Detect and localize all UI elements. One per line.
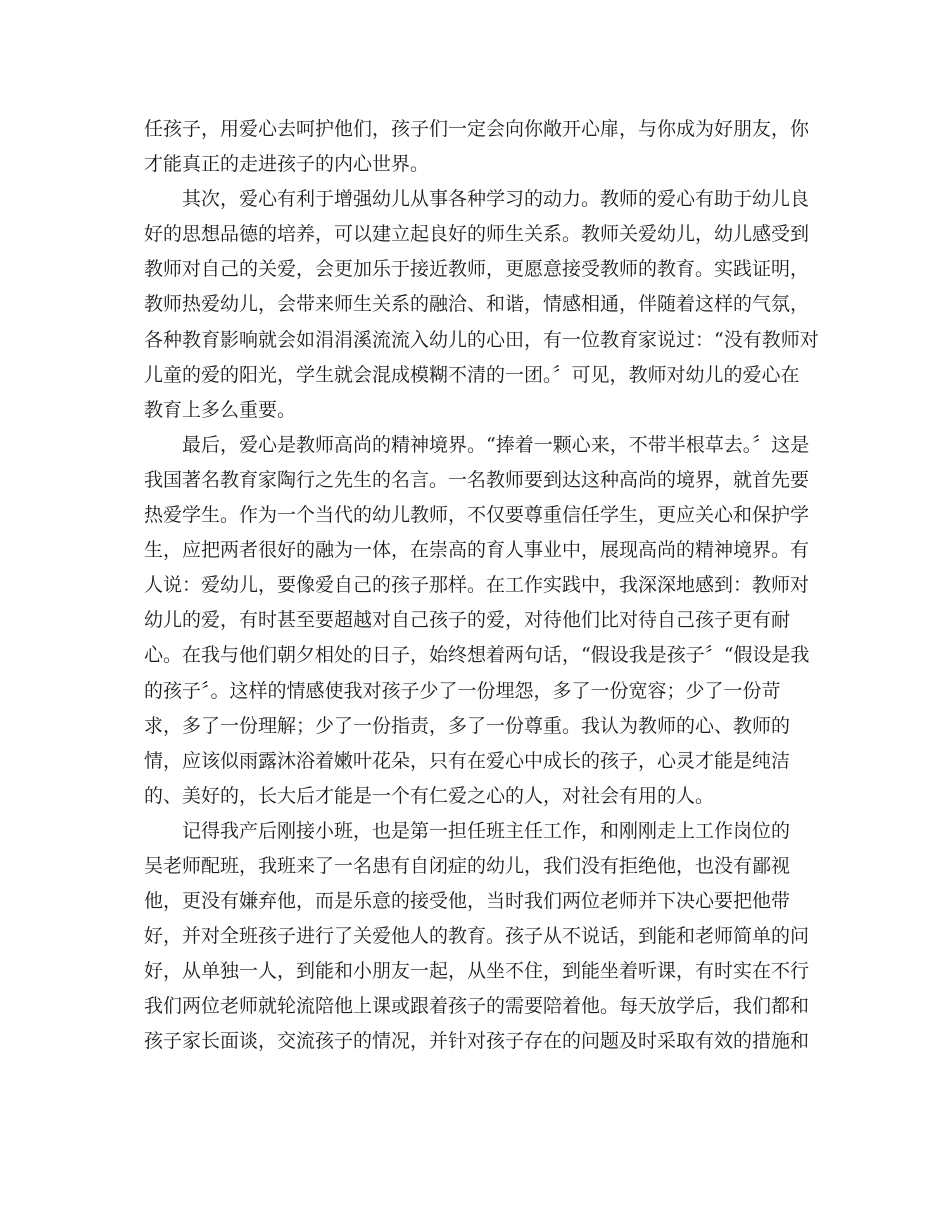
text-line: 幼儿的爱，有时甚至要超越对自己孩子的爱，对待他们比对待自己孩子更有耐 bbox=[144, 609, 791, 632]
text-line: 好，并对全班孩子进行了关爱他人的教育。孩子从不说话，到能和老师简单的问 bbox=[144, 925, 810, 948]
text-line: 教师热爱幼儿，会带来师生关系的融洽、和谐，情感相通，伴随着这样的气氛， bbox=[144, 293, 810, 316]
text-line: 的、美好的，长大后才能是一个有仁爱之心的人，对社会有用的人。 bbox=[144, 784, 715, 807]
paragraph-anecdote bbox=[144, 814, 808, 1060]
text-line: 其次，爱心有利于增强幼儿从事各种学习的动力。教师的爱心有助于幼儿良 bbox=[182, 188, 810, 211]
text-line: 儿童的爱的阳光，学生就会混成模糊不清的一团。〞可见，教师对幼儿的爱心在 bbox=[144, 363, 800, 386]
text-line: 最后，爱心是教师高尚的精神境界。“捧着一颗心来，不带半根草去。〞这是 bbox=[182, 433, 810, 456]
text-line: 吴老师配班，我班来了一名患有自闭症的幼儿，我们没有拒绝他，也没有鄙视 bbox=[144, 854, 791, 877]
text-line: 教师对自己的关爱，会更加乐于接近教师，更愿意接受教师的教育。实践证明， bbox=[144, 258, 810, 281]
text-line: 好的思想品德的培养，可以建立起良好的师生关系。教师关爱幼儿，幼儿感受到 bbox=[144, 223, 810, 246]
text-line: 情，应该似雨露沐浴着嫩叶花朵，只有在爱心中成长的孩子，心灵才能是纯洁 bbox=[144, 749, 791, 772]
text-line: 各种教育影响就会如涓涓溪流流入幼儿的心田，有一位教育家说过：“没有教师对 bbox=[144, 328, 819, 351]
paragraph-second-point bbox=[144, 182, 819, 428]
text-line: 求，多了一份理解；少了一份指责，多了一份尊重。我认为教师的心、教师的 bbox=[144, 714, 791, 737]
text-line: 的孩子〞。这样的情感使我对孩子少了一份埋怨，多了一份宽容；少了一份苛 bbox=[144, 679, 781, 702]
text-line: 他，更没有嫌弃他，而是乐意的接受他，当时我们两位老师并下决心要把他带 bbox=[144, 890, 791, 913]
text-line: 我们两位老师就轮流陪他上课或跟着孩子的需要陪着他。每天放学后，我们都和 bbox=[144, 995, 810, 1018]
text-line: 热爱学生。作为一个当代的幼儿教师，不仅要尊重信任学生，更应关心和保护学 bbox=[144, 504, 810, 527]
document-body bbox=[144, 112, 819, 1060]
paragraph-final-point bbox=[144, 428, 808, 814]
text-line: 心。在我与他们朝夕相处的日子，始终想着两句话，“假设我是孩子〞“假设是我 bbox=[144, 644, 810, 667]
text-line: 生，应把两者很好的融为一体，在崇高的育人事业中，展现高尚的精神境界。有 bbox=[144, 539, 810, 562]
text-line: 任孩子，用爱心去呵护他们，孩子们一定会向你敞开心扉，与你成为好朋友，你 bbox=[144, 118, 810, 140]
paragraph-continuation bbox=[144, 112, 808, 182]
text-line: 才能真正的走进孩子的内心世界。 bbox=[144, 153, 430, 176]
text-line: 记得我产后刚接小班，也是第一担任班主任工作，和刚刚走上工作岗位的 bbox=[182, 819, 791, 842]
text-line: 好，从单独一人，到能和小朋友一起，从坐不住，到能坐着听课，有时实在不行 bbox=[144, 960, 810, 983]
text-line: 孩子家长面谈，交流孩子的情况，并针对孩子存在的问题及时采取有效的措施和 bbox=[144, 1030, 810, 1053]
text-line: 教育上多么重要。 bbox=[144, 398, 297, 421]
text-line: 我国著名教育家陶行之先生的名言。一名教师要到达这种高尚的境界，就首先要 bbox=[144, 468, 810, 491]
text-line: 人说：爱幼儿，要像爱自己的孩子那样。在工作实践中，我深深地感到：教师对 bbox=[144, 574, 810, 597]
